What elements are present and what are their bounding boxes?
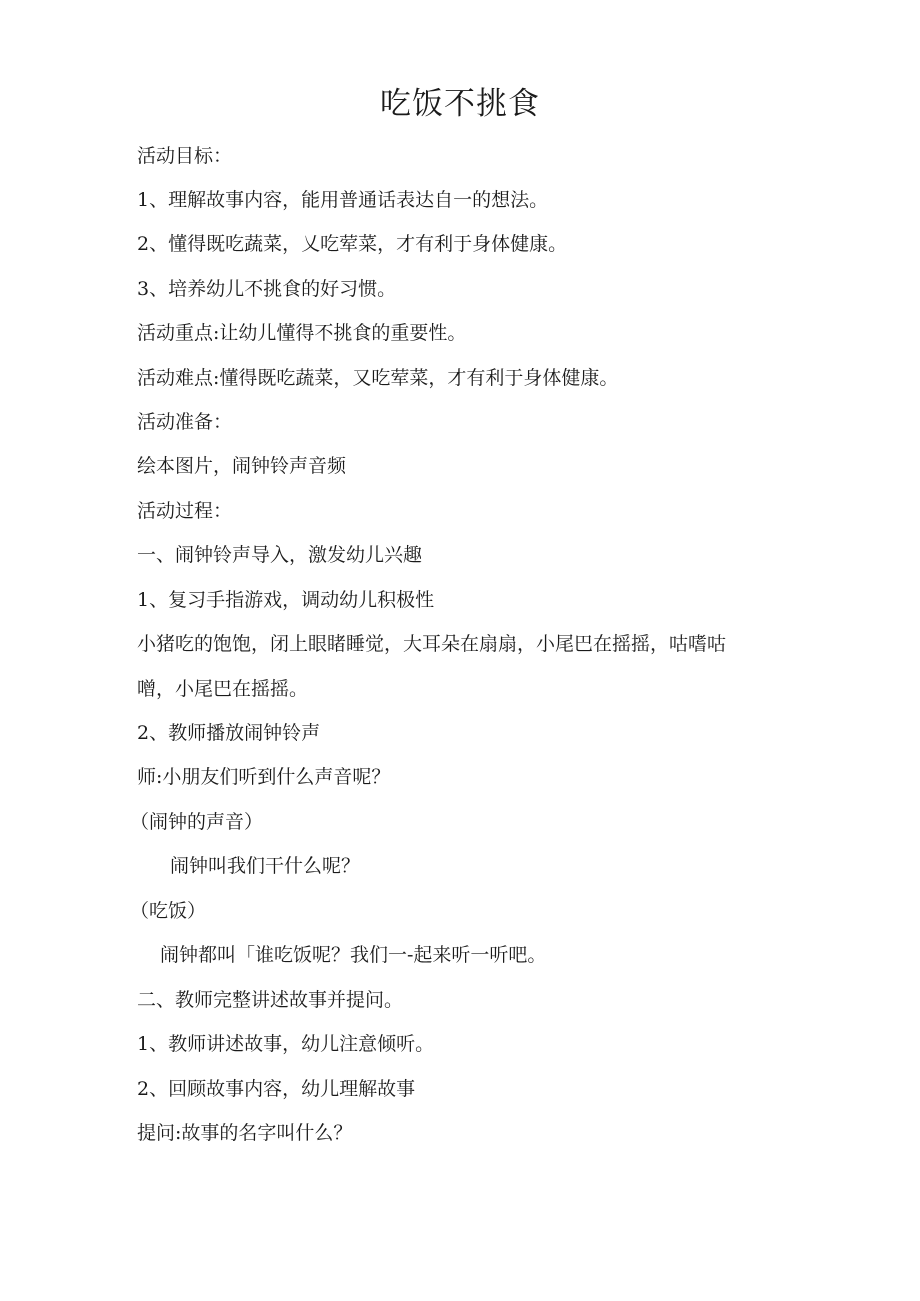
process-substep-2-2: 2、回顾故事内容，幼儿理解故事 (137, 1078, 416, 1100)
section-heading-goals: 活动目标： (137, 145, 233, 167)
key-point: 活动重点:让幼儿懂得不挑食的重要性。 (137, 322, 467, 344)
finger-game-text: 小猪吃的饱饱，闭上眼睹睡觉，大耳朵在扇扇，小尾巴在摇摇，咕嗜咕 (137, 633, 727, 655)
process-step-2: 二、教师完整讲述故事并提问。 (137, 989, 404, 1011)
process-substep-1-1: 1、复习手指游戏，调动幼儿积极性 (137, 589, 435, 611)
goal-item-2: 2、懂得既吃蔬菜，乂吃荤菜，才有利于身体健康。 (137, 233, 568, 255)
question-story-name: 提问:故事的名字叫什么？ (137, 1122, 353, 1144)
preparation-text: 绘本图片，闹钟铃声音频 (137, 455, 347, 477)
difficult-point: 活动难点:懂得既吃蔬菜，又吃荤菜，才有利于身体健康。 (137, 367, 619, 389)
teacher-question-2: 闹钟叫我们干什么呢？ (170, 855, 361, 877)
teacher-prompt-listen: 闹钟都叫「谁吃饭呢？我们一-起来听一听吧。 (160, 944, 547, 966)
teacher-question: 师:小朋友们听到什么声音呢？ (137, 766, 391, 788)
section-heading-preparation: 活动准备： (137, 411, 233, 433)
finger-game-text-continued: 噌，小尾巴在摇摇。 (137, 678, 309, 700)
goal-item-3: 3、培养幼儿不挑食的好习惯。 (137, 278, 397, 300)
goal-item-1: 1、理解故事内容，能用普通话表达自一的想法。 (137, 189, 549, 211)
process-substep-2-1: 1、教师讲述故事，幼儿注意倾听。 (137, 1033, 435, 1055)
answer-eat: （吃饭） (130, 900, 207, 922)
process-step-1: 一、闹钟铃声导入，激发幼儿兴趣 (137, 544, 423, 566)
answer-clock-sound: （闹钟的声音） (130, 811, 264, 833)
document-title: 吃饭不挑食 (380, 86, 540, 122)
process-substep-1-2: 2、教师播放闹钟铃声 (137, 722, 321, 744)
section-heading-process: 活动过程： (137, 500, 233, 522)
